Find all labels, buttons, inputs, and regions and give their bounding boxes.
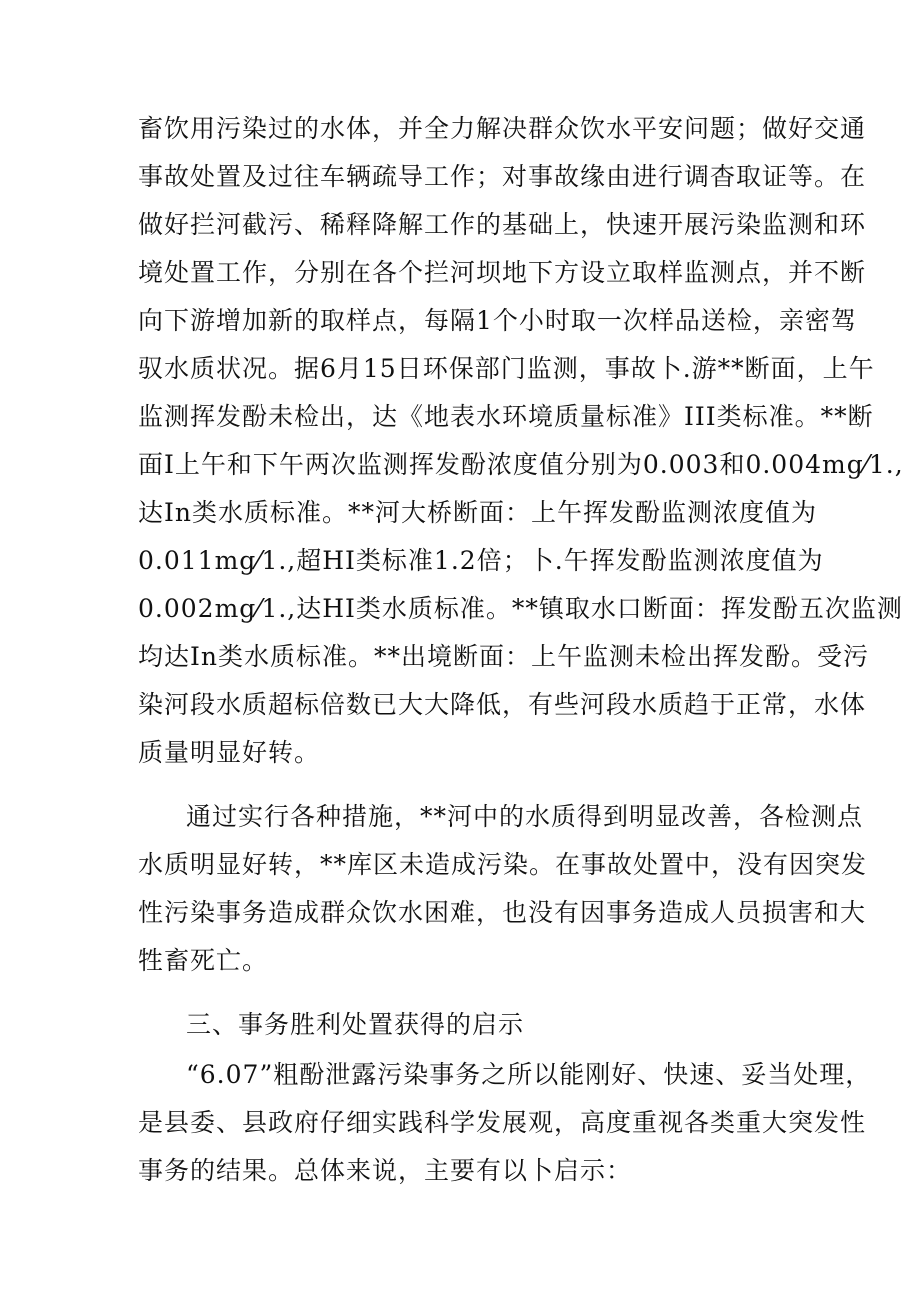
paragraph-2-line-4: 牲畜死亡。 xyxy=(138,946,269,975)
paragraph-1-line-6: 驭水质状况。据6月15日环保部门监测，事故卜.游**断面，上午 xyxy=(138,354,875,383)
paragraph-1-line-14: 质量明显好转。 xyxy=(138,738,321,767)
paragraph-3-line-3: 事务的结果。总体来说，主要有以卜启示： xyxy=(138,1156,633,1185)
paragraph-2-line-2: 水质明显好转，**库区未造成污染。在事故处置中，没有因突发 xyxy=(138,850,868,879)
paragraph-3-line-2: 是县委、县政府仔细实践科学发展观，高度重视各类重大突发性 xyxy=(138,1108,867,1137)
paragraph-1-line-13: 染河段水质超标倍数已大大降低，有些河段水质趋于正常，水体 xyxy=(138,690,867,719)
paragraph-1-line-10: 0.011mg⁄1.,超HI类标准1.2倍；卜.午挥发酚监测浓度值为 xyxy=(138,546,824,575)
paragraph-1-line-3: 做好拦河截污、稀释降解工作的基础上，快速开展污染监测和环 xyxy=(138,210,867,239)
paragraph-1-line-12: 均达In类水质标准。**出境断面：上午监测未检出挥发酚。受污 xyxy=(138,642,869,671)
paragraph-3-line-1: “6.07”粗酚泄露污染事务之所以能刚好、快速、妥当处理， xyxy=(186,1060,872,1089)
paragraph-1-line-5: 向下游增加新的取样点，每隔1个小时取一次样品送检，亲密驾 xyxy=(138,306,857,335)
section-heading: 三、事务胜利处置获得的启示 xyxy=(186,1010,525,1039)
paragraph-1-line-9: 达In类水质标准。**河大桥断面：上午挥发酚监测浓度值为 xyxy=(138,498,817,527)
paragraph-1-line-7: 监测挥发酚未检出，达《地表水环境质量标准》III类标准。**断 xyxy=(138,402,874,431)
paragraph-1-line-2: 事故处置及过往车辆疏导工作；对事故缘由进行调杳取证等。在 xyxy=(138,162,867,191)
paragraph-2-line-1: 通过实行各种措施，**河中的水质得到明显改善，各检测点 xyxy=(186,802,864,831)
paragraph-1-line-8: 面I上午和下午两次监测挥发酚浓度值分别为0.003和0.004mg⁄1., xyxy=(138,450,904,479)
paragraph-1-line-4: 境处置工作，分别在各个拦河坝地下方设立取样监测点，并不断 xyxy=(138,258,867,287)
paragraph-2-line-3: 性污染事务造成群众饮水困难，也没有因事务造成人员损害和大 xyxy=(138,898,867,927)
paragraph-1-line-11: 0.002mg⁄1.,达HI类水质标准。**镇取水口断面：挥发酚五次监测 xyxy=(138,594,903,623)
paragraph-1-line-1: 畜饮用污染过的水体，并全力解决群众饮水平安问题；做好交通 xyxy=(138,114,867,143)
